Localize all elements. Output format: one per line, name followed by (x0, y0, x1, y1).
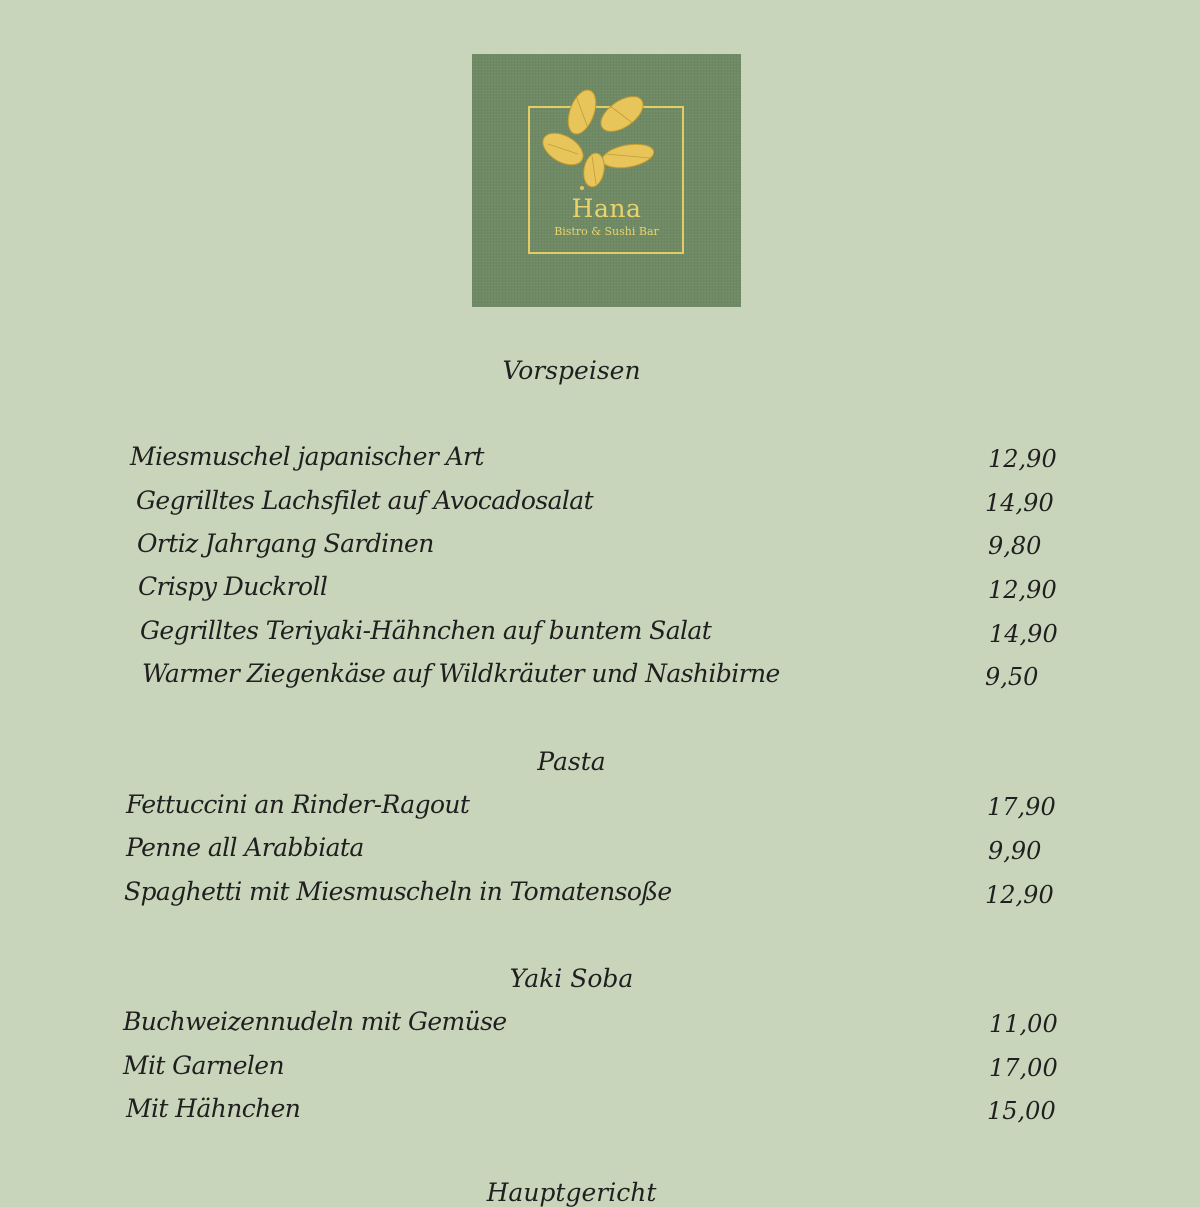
menu-item-name: Mit Garnelen (123, 1051, 285, 1080)
menu-item-price: 9,50 (985, 663, 1039, 691)
menu-item-price: 12,90 (988, 576, 1057, 604)
section-title-hauptgericht: Hauptgericht (486, 1178, 657, 1207)
menu-item-price: 11,00 (989, 1010, 1058, 1038)
menu-item-name: Mit Hähnchen (126, 1094, 301, 1123)
menu-item-price: 17,90 (987, 793, 1056, 821)
menu-item-name: Warmer Ziegenkäse auf Wildkräuter und Nashibirne (142, 659, 780, 688)
menu-item-name: Crispy Duckroll (138, 572, 328, 601)
menu-item-name: Fettuccini an Rinder-Ragout (126, 790, 470, 819)
menu-item-name: Spaghetti mit Miesmuscheln in Tomatensoße (124, 877, 672, 906)
menu-item-price: 9,80 (988, 532, 1042, 560)
menu-item-name: Gegrilltes Lachsfilet auf Avocadosalat (136, 486, 594, 515)
menu-item-price: 12,90 (985, 881, 1054, 909)
menu-item-name: Gegrilltes Teriyaki-Hähnchen auf buntem Salat (140, 616, 712, 645)
menu-item-price: 12,90 (988, 445, 1057, 473)
menu-item-price: 9,90 (988, 837, 1042, 865)
section-title-vorspeisen: Vorspeisen (502, 356, 641, 385)
menu-item-name: Miesmuschel japanischer Art (130, 442, 484, 471)
restaurant-logo (472, 54, 741, 307)
section-title-pasta: Pasta (537, 747, 606, 776)
section-title-yaki-soba: Yaki Soba (509, 964, 634, 993)
menu-item-price: 15,00 (987, 1097, 1056, 1125)
menu-item-price: 14,90 (985, 489, 1054, 517)
menu-item-name: Penne all Arabbiata (126, 833, 364, 862)
logo-subtitle: Bistro & Sushi Bar (554, 225, 659, 238)
flower-icon (530, 84, 670, 194)
menu-item-price: 14,90 (989, 620, 1058, 648)
logo-name: Hana (571, 194, 642, 223)
menu-item-name: Ortiz Jahrgang Sardinen (137, 529, 434, 558)
menu-item-price: 17,00 (989, 1054, 1058, 1082)
menu-item-name: Buchweizennudeln mit Gemüse (123, 1007, 507, 1036)
